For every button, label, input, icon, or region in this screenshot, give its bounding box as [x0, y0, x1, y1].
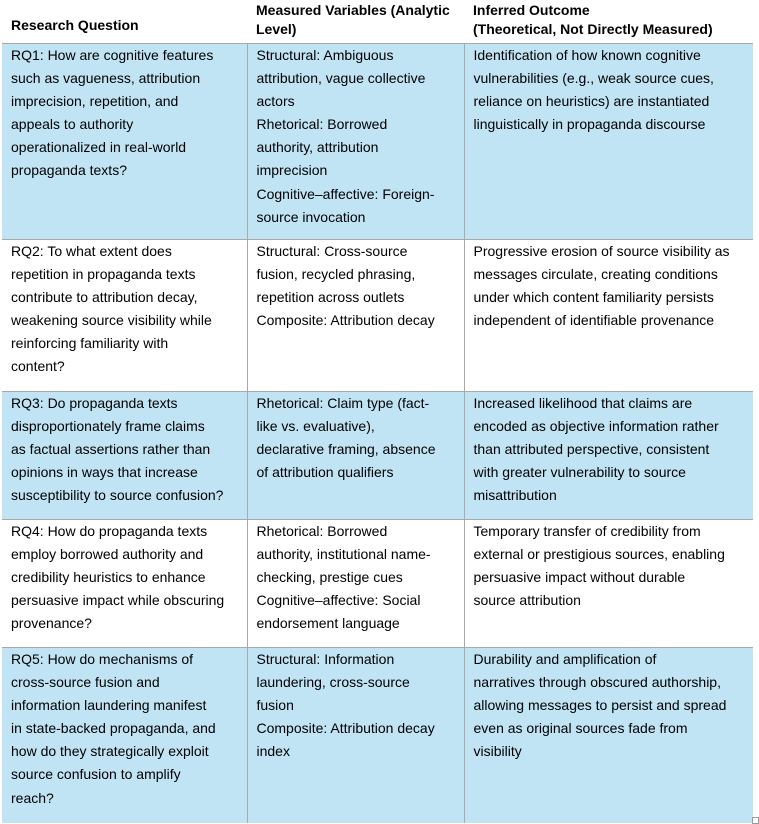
table-row-rq2 — [2, 240, 753, 392]
inferred-outcome-cell: Temporary transfer of credibility from external or prestigious sources, enabling persuasive impact without durable source attribution — [464, 520, 753, 648]
table-header-row — [2, 0, 753, 44]
inferred-outcome-cell: Increased likelihood that claims are encoded as objective information rather than attributed perspective, consistent with greater vulnerability to source misattribution — [464, 392, 753, 520]
measured-variables-cell: Rhetorical: Claim type (fact- like vs. evaluative), declarative framing, absence of attribution qualifiers — [247, 392, 464, 520]
inferred-outcome-cell: Identification of how known cognitive vulnerabilities (e.g., weak source cues, reliance on heuristics) are instantiated linguistically in propaganda discourse — [464, 44, 753, 240]
research-question-cell: RQ5: How do mechanisms of cross-source fusion and information laundering manifest in state-backed propaganda, and how do they strategically exploit source confusion to amplify reach? — [2, 648, 247, 823]
research-table-container — [2, 0, 753, 823]
research-question-cell: RQ4: How do propaganda texts employ borrowed authority and credibility heuristics to enhance persuasive impact while obscuring provenance? — [2, 520, 247, 648]
inferred-outcome-cell: Progressive erosion of source visibility as messages circulate, creating conditions under which content familiarity persists independent of identifiable provenance — [464, 240, 753, 392]
measured-variables-cell: Rhetorical: Borrowed authority, institutional name- checking, prestige cues Cognitive–affective: Social endorsement language — [247, 520, 464, 648]
table-resize-handle[interactable] — [752, 817, 759, 824]
research-questions-table — [2, 0, 753, 823]
research-question-cell: RQ3: Do propaganda texts disproportionately frame claims as factual assertions rather than opinions in ways that increase susceptibility to source confusion? — [2, 392, 247, 520]
header-research-question: Research Question — [2, 0, 247, 44]
research-question-cell: RQ2: To what extent does repetition in propaganda texts contribute to attribution decay, weakening source visibility while reinforcing familiarity with content? — [2, 240, 247, 392]
measured-variables-cell: Structural: Information laundering, cross-source fusion Composite: Attribution decay index — [247, 648, 464, 823]
measured-variables-cell: Structural: Ambiguous attribution, vague collective actors Rhetorical: Borrowed authority, attribution imprecision Cognitive–affective: Foreign- source invocation — [247, 44, 464, 240]
table-row-rq5 — [2, 648, 753, 823]
table-row-rq3 — [2, 392, 753, 520]
inferred-outcome-cell: Durability and amplification of narratives through obscured authorship, allowing messages to persist and spread even as original sources fade from visibility — [464, 648, 753, 823]
header-measured-variables: Measured Variables (Analytic Level) — [247, 0, 464, 44]
table-row-rq1 — [2, 44, 753, 240]
table-row-rq4 — [2, 520, 753, 648]
header-inferred-outcome: Inferred Outcome (Theoretical, Not Directly Measured) — [464, 0, 753, 44]
measured-variables-cell: Structural: Cross-source fusion, recycled phrasing, repetition across outlets Composite: Attribution decay — [247, 240, 464, 392]
research-question-cell: RQ1: How are cognitive features such as vagueness, attribution imprecision, repetition, and appeals to authority operationalized in real-world propaganda texts? — [2, 44, 247, 240]
